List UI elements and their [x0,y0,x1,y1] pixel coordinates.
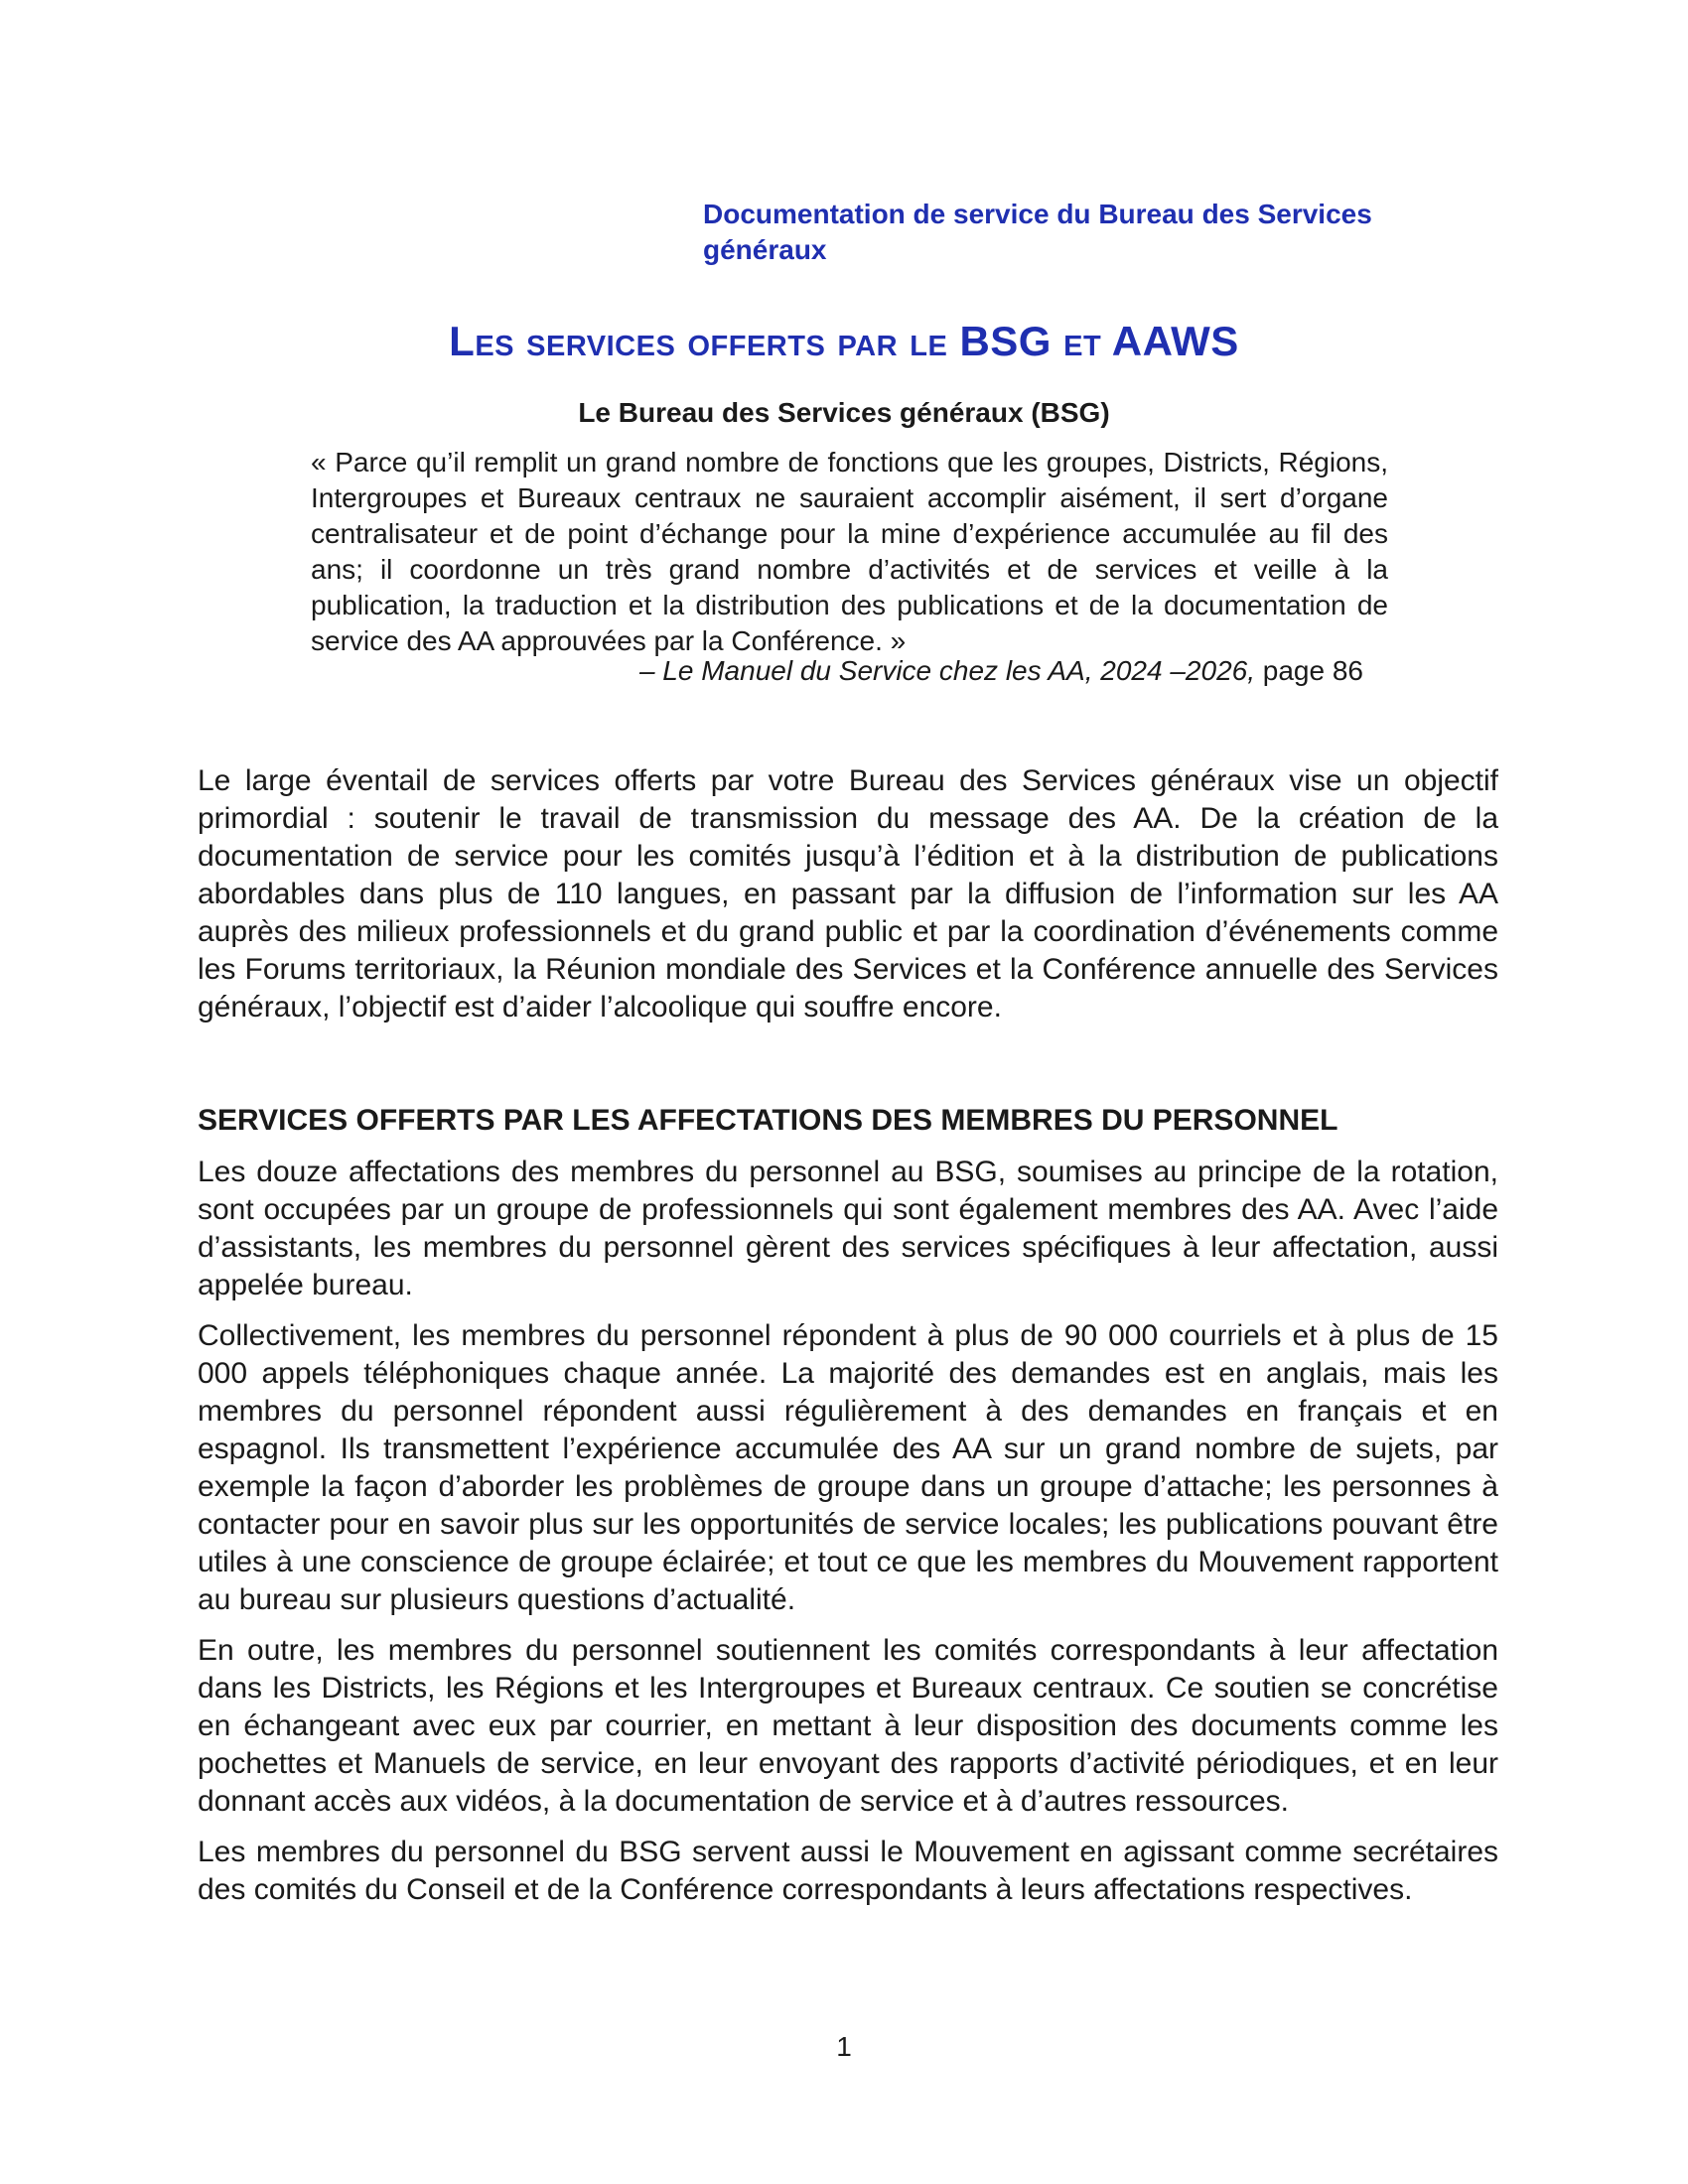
section-paragraph-3: En outre, les membres du personnel soutiennent les comités correspondants à leur affectation dans les Districts, les Régions et les Intergroupes et Bureaux centraux. Ce soutien se concrétise en échangeant avec eux par courrier, en mettant à leur disposition des documents comme les pochettes et Manuels de service, en leur envoyant des rapports d’activité périodiques, et en leur donnant accès aux vidéos, à la documentation de service et à d’autres ressources. [198,1634,1498,1818]
section-body [198,1154,1498,1922]
intro-section [198,762,1498,1039]
page-number: 1 [836,2031,852,2062]
section-heading: SERVICES OFFERTS PAR LES AFFECTATIONS DES MEMBRES DU PERSONNEL [198,1104,1338,1137]
series-header: Documentation de service du Bureau des Services généraux [703,199,1372,265]
intro-paragraph: Le large éventail de services offerts par votre Bureau des Services généraux vise un objectif primordial : soutenir le travail de transmission du message des AA. De la création de la documentation de service pour les comités jusqu’à l’édition et à la distribution de publications abordables dans plus de 110 langues, en passant par la diffusion de l’information sur les AA auprès des milieux professionnels et du grand public et par la coordination d’événements comme les Forums territoriaux, la Réunion mondiale des Services et la Conférence annuelle des Services généraux, l’objectif est d’aider l’alcoolique qui souffre encore. [198,764,1498,1024]
quote-text: « Parce qu’il remplit un grand nombre de fonctions que les groupes, Districts, Régions, Intergroupes et Bureaux centraux ne sauraient accomplir aisément, il sert d’organe centralisateur et de point d’échange pour la mine d’expérience accumulée au fil des ans; il coordonne un très grand nombre d’activités et de services et veille à la publication, la traduction et la distribution des publications et de la documentation de service des AA approuvées par la Conférence. » [311,447,1388,656]
page-title: Les services offerts par le BSG et AAWS [449,318,1239,364]
quote-source [311,653,1363,689]
section-paragraph-2: Collectivement, les membres du personnel répondent à plus de 90 000 courriels et à plus de 15 000 appels téléphoniques chaque année. La majorité des demandes est en anglais, mais les membres du personnel répondent aussi régulièrement à des demandes en français et en espagnol. Ils transmettent l’expérience accumulée des AA sur un grand nombre de sujets, par exemple la façon d’aborder les problèmes de groupe dans un groupe d’attache; les personnes à contacter pour en savoir plus sur les opportunités de service locales; les publications pouvant être utiles à une conscience de groupe éclairée; et tout ce que les membres du Mouvement rapportent au bureau sur plusieurs questions d’actualité. [198,1319,1498,1616]
subtitle: Le Bureau des Services généraux (BSG) [578,397,1110,428]
section-paragraph-1: Les douze affectations des membres du personnel au BSG, soumises au principe de la rotation, sont occupées par un groupe de professionnels qui sont également membres des AA. Avec l’aide d’assistants, les membres du personnel gèrent des services spécifiques à leur affectation, aussi appelée bureau. [198,1156,1498,1301]
quote-source-page: page 86 [1255,655,1363,686]
section-paragraph-4: Les membres du personnel du BSG servent aussi le Mouvement en agissant comme secrétaires des comités du Conseil et de la Conférence correspondants à leurs affectations respectives. [198,1836,1498,1906]
quote-source-title: – Le Manuel du Service chez les AA, 2024 –2026, [638,655,1255,686]
